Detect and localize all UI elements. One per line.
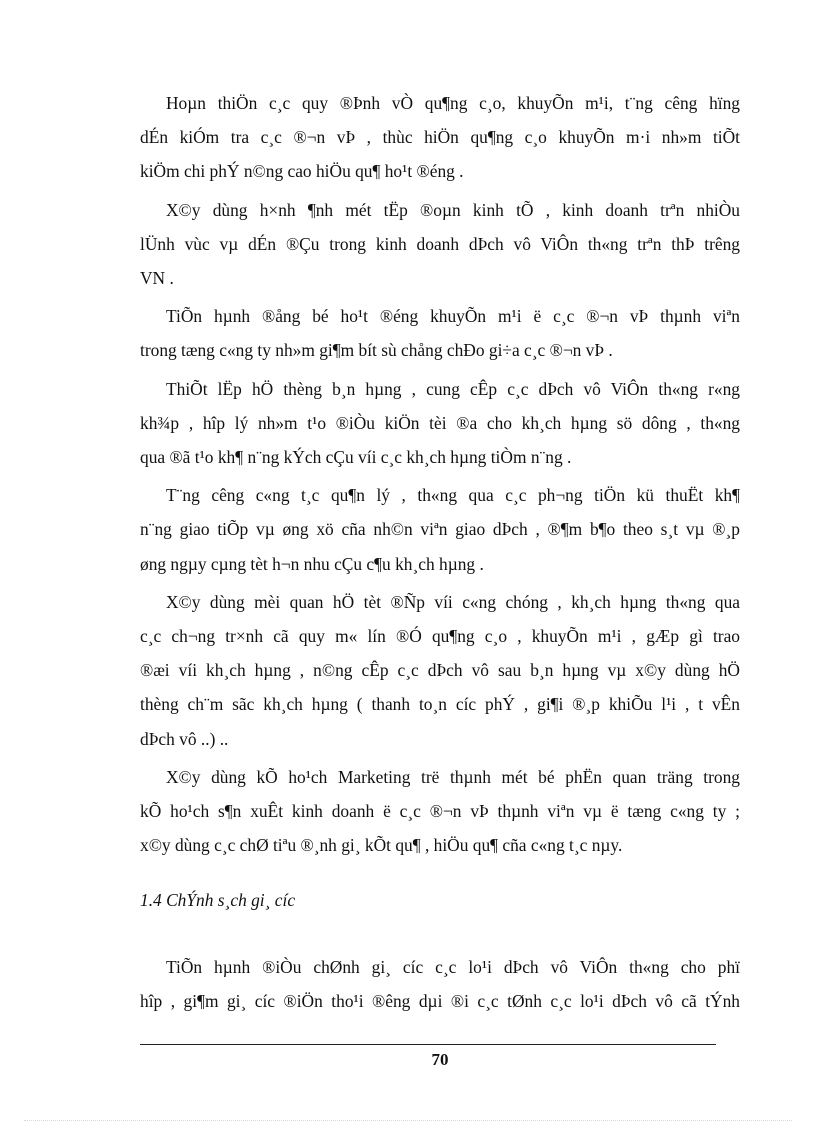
text-line: ®æi víi kh¸ch hµng , n©ng cÊp c¸c dÞch vô sau b¸n hµng vµ x©y dùng hÖ [140,660,740,681]
paragraph-7 [140,760,740,863]
section-heading: 1.4 ChÝnh s¸ch gi¸ cíc [140,890,296,910]
text-line: ThiÕt lËp hÖ thèng b¸n hµng , cung cÊp c¸c dÞch vô ViÔn th«ng r«ng [166,378,740,399]
text-line: trong tæng c«ng ty nh»m gi¶m bít sù chång chÐo gi÷a c¸c ®¬n vÞ . [140,340,613,361]
footer-divider [140,1044,716,1045]
text-line: kÕ ho¹ch s¶n xuÊt kinh doanh ë c¸c ®¬n vÞ thµnh viªn vµ ë tæng c«ng ty ; [140,801,740,822]
paragraph-5 [140,478,740,581]
text-line: hîp , gi¶m gi¸ cíc ®iÖn tho¹i ®êng dµi ®i c¸c tØnh c¸c lo¹i dÞch vô cã tÝnh [140,991,740,1012]
text-line: TiÕn hµnh ®iÒu chØnh gi¸ cíc c¸c lo¹i dÞch vô ViÔn th«ng cho phï [166,957,740,977]
text-line: lÜnh vùc vµ dÉn ®Çu trong kinh doanh dÞch vô ViÔn th«ng trªn thÞ trêng [140,233,740,254]
text-line: X©y dùng mèi quan hÖ tèt ®Ñp víi c«ng chóng , kh¸ch hµng th«ng qua [166,591,740,612]
text-line: thèng ch¨m sãc kh¸ch hµng ( thanh to¸n cíc phÝ , gi¶i ®¸p khiÕu l¹i , t vÊn [140,694,740,715]
text-line: x©y dùng c¸c chØ tiªu ®¸nh gi¸ kÕt qu¶ , hiÖu qu¶ cña c«ng t¸c nµy. [140,835,623,856]
text-line: kh¾p , hîp lý nh»m t¹o ®iÒu kiÖn tèi ®a cho kh¸ch hµng sö dông , th«ng [140,412,740,433]
paragraph-4 [140,372,740,475]
main-text [140,86,740,862]
section-paragraph [140,950,740,1018]
text-line: dÞch vô ..) .. [140,728,229,749]
page-number: 70 [431,1050,449,1069]
text-line: X©y dùng kÕ ho¹ch Marketing trë thµnh mét bé phËn quan träng trong [166,766,740,787]
text-line: Hoµn thiÖn c¸c quy ®Þnh vÒ qu¶ng c¸o, khuyÕn m¹i, t¨ng cêng hïng [166,93,740,113]
text-line: X©y dùng h×nh ¶nh mét tËp ®oµn kinh tÕ , kinh doanh trªn nhiÒu [166,199,740,220]
paragraph-3 [140,299,740,367]
text-line: TiÕn hµnh ®ång bé ho¹t ®éng khuyÕn m¹i ë c¸c ®¬n vÞ thµnh viªn [166,306,740,327]
text-line: T¨ng cêng c«ng t¸c qu¶n lý , th«ng qua c¸c ph¬ng tiÖn kü thuËt kh¶ [166,485,740,506]
text-line: øng ngµy cµng tèt h¬n nhu cÇu c¶u kh¸ch hµng . [140,553,484,574]
text-line: n¨ng giao tiÕp vµ øng xö cña nh©n viªn giao dÞch , ®¶m b¶o theo s¸t vµ ®¸p [140,519,740,540]
text-line: dÉn kiÓm tra c¸c ®¬n vÞ , thùc hiÖn qu¶ng c¸o khuyÕn m·i nh»m tiÕt [140,127,740,148]
paragraph-2 [140,193,740,296]
page-edge-divider [24,1120,792,1121]
text-line: c¸c ch¬ng tr×nh cã quy m« lín ®Ó qu¶ng c¸o , khuyÕn m¹i , gÆp gì trao [140,626,740,647]
paragraph-1 [140,86,740,189]
text-line: qua ®ã t¹o kh¶ n¨ng kÝch cÇu víi c¸c kh¸ch hµng tiÒm n¨ng . [140,447,572,468]
text-line: VN . [140,268,174,289]
text-line: kiÖm chi phÝ n©ng cao hiÖu qu¶ ho¹t ®éng . [140,161,464,182]
paragraph-6 [140,585,740,756]
paragraph-8 [140,950,740,1018]
